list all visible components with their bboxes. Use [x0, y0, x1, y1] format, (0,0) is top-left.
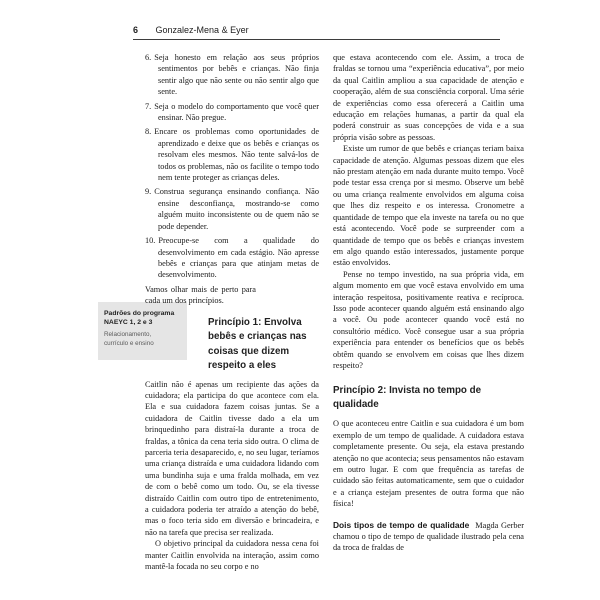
running-title: Gonzalez-Mena & Eyer: [155, 25, 249, 35]
list-item: [145, 101, 319, 124]
runin-text: Magda Gerber chamou o tipo de tempo de qualidade ilustrado pela cena da troca de fraldas de: [333, 520, 524, 553]
body-paragraph: Pense no tempo investido, na sua própria vida, em algum momento em que você estava envolvido em uma interação respeitosa, positivamente reativa e recíproca. Isso pode acontecer quando alguém está ensinando algo a você. Ou pode acontecer quando você está no consultório médico. Você consegue usar a sua própria experiência para entender os benefícios que os bebês obtêm quando se envolvem em coisas que lhes dizem respeito?: [333, 269, 524, 370]
list-item-text: Preocupe-se com a qualidade do desenvolvimento em cada estágio. Não apresse bebês e crianças para que atinjam metas de desenvolvimento.: [158, 236, 319, 280]
list-item-number: 7.: [145, 101, 152, 111]
body-paragraph: que estava acontecendo com ele. Assim, a troca de fraldas se tornou uma “experiência educativa”, por meio da qual Caitlin ampliou a sua capacidade de atenção e cooperação, além de sua consciência corporal. Uma série de experiências como essa oferecerá a Caitlin uma educação em relações humanas, a partir da qual ela poderá construir as suas concepções de vida e a sua própria visão sobre as pessoas.: [333, 53, 524, 142]
principle-1-heading: Princípio 1: Envolva bebês e crianças nas coisas que dizem respeito a eles: [208, 316, 307, 372]
page-number: 6: [133, 25, 139, 35]
body-paragraph: Existe um rumor de que bebês e crianças teriam baixa capacidade de atenção. Algumas pessoas dizem que eles não prestam atenção em nada durante muito tempo. Você pode testar essa crença por si mesmo. Observe um bebê ou uma criança realmente envolvidos em alguma coisa que lhes diz respeito e os interessa. Cronometre a quantidade de tempo que ela investe na tarefa ou no que está acontecendo. Você pode se surpreender com a quantidade de tempo que os bebês e crianças investem em algo quando estão interessados, justamente porque estão envolvidos.: [333, 144, 524, 268]
body-paragraph: [333, 520, 524, 554]
list-item: [145, 186, 319, 232]
list-item: [145, 235, 319, 281]
right-column: [333, 52, 524, 554]
body-paragraph: O objetivo principal da cuidadora nessa cena foi manter Caitlin envolvida na interação, assim como mantê-la focada no seu corpo e no: [145, 539, 319, 572]
list-item-text: Encare os problemas como oportunidades de aprendizado e deixe que os bebês e crianças os resolvam eles mesmos. Não tente salvá-los de todos os problemas, não os facilite o tempo todo nem tente proteger as crianças deles.: [154, 127, 319, 183]
margin-note-title: Padrões do programa NAEYC 1, 2 e 3: [104, 310, 175, 326]
list-item-number: 8.: [145, 127, 152, 137]
list-item: [145, 52, 319, 98]
principle-2-heading: Princípio 2: Invista no tempo de qualidade: [333, 385, 482, 410]
left-column: [145, 52, 319, 572]
margin-note-subtitle: Relacionamento, currículo e ensino: [104, 331, 154, 347]
header-rule: [133, 39, 500, 40]
list-item: [145, 126, 319, 183]
list-item-number: 9.: [145, 187, 152, 197]
list-item-text: Construa segurança ensinando confiança. Não ensine desconfiança, mostrando-se como alguém muito inconsistente ou de quem não se pode depender.: [154, 187, 319, 231]
list-item-text: Seja o modelo do comportamento que você quer ensinar. Não pregue.: [154, 101, 319, 123]
page-header: [133, 25, 249, 35]
list-item-text: Seja honesto em relação aos seus próprios sentimentos por bebês e crianças. Não finja sentir algo que não sente ou não sentir algo que sente.: [154, 53, 319, 97]
transition-paragraph: Vamos olhar mais de perto para cada um dos princípios.: [145, 284, 256, 306]
body-paragraph: O que aconteceu entre Caitlin e sua cuidadora é um bom exemplo de um tempo de qualidade. A cuidadora estava completamente presente. Ou seja, ela estava prestando atenção no que acontecia; seus pensamentos não estavam em outro lugar. E com que frequência as tarefas de cuidado são feitas automaticamente, sem que o cuidador e a criança estejam presentes de outra forma que não física!: [333, 419, 524, 509]
list-item-number: 6.: [145, 53, 152, 62]
body-paragraph: Caitlin não é apenas um recipiente das ações da cuidadora; ela participa do que acontece com ela. Ela e sua cuidadora fazem coisas juntas. Se a cuidadora de Caitlin tivesse dado a ela um brinquedinho para distraí-la durante a troca de fraldas, a tônica da cena teria sido outra. O clima de parceria teria desaparecido, e, no seu lugar, teríamos uma criança distraída e uma cuidadora lidando com uma bundinha suja e uma fralda molhada, em vez de com o bebê como um todo. Ou, se ela tivesse distraído Caitlin com outro tipo de entretenimento, a cuidadora poderia ter atraído a atenção do bebê, mas o foco teria sido em diversão e brincadeira, e não na tarefa que precisa ser realizada.: [145, 379, 319, 537]
list-item-number: 10.: [145, 236, 156, 246]
runin-heading: Dois tipos de tempo de qualidade: [333, 519, 470, 530]
